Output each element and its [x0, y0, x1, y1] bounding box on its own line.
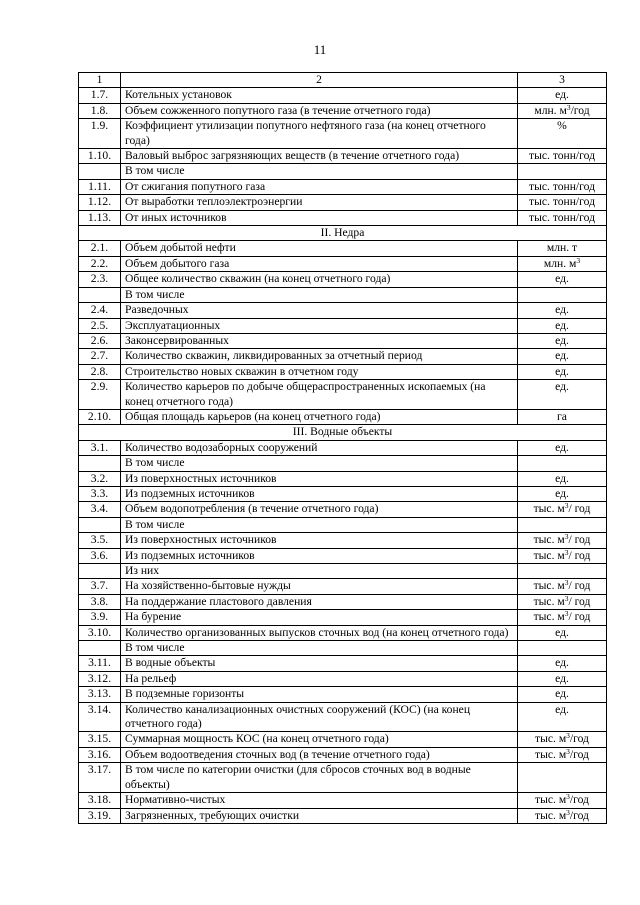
table-row — [79, 364, 607, 379]
unit-of-measure: ед. — [518, 364, 607, 379]
table-row — [79, 687, 607, 702]
unit-of-measure: млн. $м^3$ — [518, 256, 607, 271]
indicators-table — [78, 72, 607, 824]
row-number: 3.13. — [79, 687, 121, 702]
table-header-row — [79, 73, 607, 88]
unit-of-measure: ед. — [518, 702, 607, 732]
indicator-name: От сжигания попутного газа — [121, 179, 518, 194]
row-number: 2.2. — [79, 256, 121, 271]
indicator-name: В том числе по категории очистки (для сбросов сточных вод в водные объекты) — [121, 763, 518, 793]
unit-of-measure: тыс. $м^3/$ год — [518, 610, 607, 625]
table-row — [79, 440, 607, 455]
unit-of-measure: ед. — [518, 656, 607, 671]
row-number: 1.10. — [79, 149, 121, 164]
row-number: 2.3. — [79, 272, 121, 287]
table-row — [79, 671, 607, 686]
unit-of-measure — [518, 517, 607, 532]
table-row — [79, 517, 607, 532]
unit-of-measure: тыс. $м^3/$ год — [518, 594, 607, 609]
unit-of-measure: тыс. $м^3/$ год — [518, 548, 607, 563]
indicator-name: Законсервированных — [121, 333, 518, 348]
indicator-name: На поддержание пластового давления — [121, 594, 518, 609]
row-number: 1.12. — [79, 195, 121, 210]
row-number: 3.14. — [79, 702, 121, 732]
indicator-name: Количество канализационных очистных сооружений (КОС) (на конец отчетного года) — [121, 702, 518, 732]
row-number: 3.8. — [79, 594, 121, 609]
indicator-name: Разведочных — [121, 303, 518, 318]
row-number: 1.11. — [79, 179, 121, 194]
indicator-name: Объем водоотведения сточных вод (в течение отчетного года) — [121, 747, 518, 762]
table-row — [79, 656, 607, 671]
table-row — [79, 119, 607, 149]
table-row — [79, 380, 607, 410]
row-number: 3.15. — [79, 732, 121, 747]
unit-of-measure: ед. — [518, 625, 607, 640]
unit-of-measure — [518, 456, 607, 471]
unit-of-measure: млн. $м^3$/год — [518, 103, 607, 118]
indicator-name: В том числе — [121, 456, 518, 471]
table-row — [79, 471, 607, 486]
table-row — [79, 272, 607, 287]
section-row — [79, 226, 607, 241]
indicator-name: Из поверхностных источников — [121, 533, 518, 548]
unit-of-measure: ед. — [518, 380, 607, 410]
unit-of-measure: ед. — [518, 671, 607, 686]
row-number: 2.8. — [79, 364, 121, 379]
row-number — [79, 456, 121, 471]
table-row — [79, 548, 607, 563]
row-number — [79, 164, 121, 179]
indicator-name: Котельных установок — [121, 88, 518, 103]
table-row — [79, 610, 607, 625]
unit-of-measure: тыс. тонн/год — [518, 179, 607, 194]
row-number: 2.7. — [79, 349, 121, 364]
row-number: 3.3. — [79, 486, 121, 501]
unit-of-measure: ед. — [518, 318, 607, 333]
indicator-name: Общее количество скважин (на конец отчетного года) — [121, 272, 518, 287]
indicator-name: На рельеф — [121, 671, 518, 686]
table-row — [79, 502, 607, 517]
unit-of-measure: ед. — [518, 303, 607, 318]
indicator-name: На хозяйственно-бытовые нужды — [121, 579, 518, 594]
row-number: 3.4. — [79, 502, 121, 517]
indicator-name: Из них — [121, 564, 518, 579]
indicator-name: В том числе — [121, 517, 518, 532]
header-col-1: 1 — [79, 73, 121, 88]
unit-of-measure: ед. — [518, 471, 607, 486]
row-number — [79, 641, 121, 656]
table-row — [79, 456, 607, 471]
row-number: 3.10. — [79, 625, 121, 640]
row-number: 2.4. — [79, 303, 121, 318]
indicator-name: В том числе — [121, 287, 518, 302]
table-row — [79, 149, 607, 164]
table-row — [79, 318, 607, 333]
indicator-name: Общая площадь карьеров (на конец отчетного года) — [121, 409, 518, 424]
row-number: 2.10. — [79, 409, 121, 424]
row-number: 1.8. — [79, 103, 121, 118]
row-number — [79, 564, 121, 579]
row-number: 3.6. — [79, 548, 121, 563]
unit-of-measure: га — [518, 409, 607, 424]
unit-of-measure: ед. — [518, 687, 607, 702]
unit-of-measure — [518, 564, 607, 579]
indicator-name: Количество скважин, ликвидированных за отчетный период — [121, 349, 518, 364]
row-number: 2.1. — [79, 241, 121, 256]
row-number: 3.5. — [79, 533, 121, 548]
row-number: 1.13. — [79, 210, 121, 225]
unit-of-measure: млн. т — [518, 241, 607, 256]
table-row — [79, 179, 607, 194]
table-row — [79, 88, 607, 103]
row-number: 3.1. — [79, 440, 121, 455]
row-number: 3.9. — [79, 610, 121, 625]
table-row — [79, 641, 607, 656]
indicator-name: Суммарная мощность КОС (на конец отчетного года) — [121, 732, 518, 747]
table-row — [79, 486, 607, 501]
unit-of-measure: тыс. $м^3$/год — [518, 808, 607, 823]
unit-of-measure: тыс. тонн/год — [518, 149, 607, 164]
indicator-name: На бурение — [121, 610, 518, 625]
table-row — [79, 533, 607, 548]
unit-of-measure: ед. — [518, 272, 607, 287]
unit-of-measure — [518, 164, 607, 179]
header-col-3: 3 — [518, 73, 607, 88]
table-row — [79, 625, 607, 640]
row-number: 3.16. — [79, 747, 121, 762]
table-row — [79, 732, 607, 747]
table-row — [79, 195, 607, 210]
row-number: 3.19. — [79, 808, 121, 823]
unit-of-measure: ед. — [518, 440, 607, 455]
header-col-2: 2 — [121, 73, 518, 88]
table-row — [79, 287, 607, 302]
table-row — [79, 594, 607, 609]
unit-of-measure: ед. — [518, 486, 607, 501]
table-row — [79, 409, 607, 424]
indicator-name: Количество карьеров по добыче общераспространенных ископаемых (на конец отчетного года) — [121, 380, 518, 410]
indicator-name: В подземные горизонты — [121, 687, 518, 702]
table-row — [79, 333, 607, 348]
row-number: 3.18. — [79, 793, 121, 808]
row-number: 2.6. — [79, 333, 121, 348]
table-row — [79, 256, 607, 271]
indicator-name: Из поверхностных источников — [121, 471, 518, 486]
table-row — [79, 747, 607, 762]
row-number: 3.17. — [79, 763, 121, 793]
table-row — [79, 763, 607, 793]
indicator-name: Объем добытого газа — [121, 256, 518, 271]
unit-of-measure — [518, 763, 607, 793]
row-number — [79, 517, 121, 532]
row-number: 2.9. — [79, 380, 121, 410]
unit-of-measure: тыс. тонн/год — [518, 210, 607, 225]
unit-of-measure — [518, 287, 607, 302]
section-title: III. Водные объекты — [79, 425, 607, 440]
table-row — [79, 303, 607, 318]
indicator-name: Из подземных источников — [121, 486, 518, 501]
section-row — [79, 425, 607, 440]
table-row — [79, 241, 607, 256]
row-number: 1.7. — [79, 88, 121, 103]
table-row — [79, 579, 607, 594]
row-number: 3.2. — [79, 471, 121, 486]
table-row — [79, 808, 607, 823]
table-row — [79, 349, 607, 364]
indicator-name: Строительство новых скважин в отчетном году — [121, 364, 518, 379]
indicator-name: Количество организованных выпусков сточных вод (на конец отчетного года) — [121, 625, 518, 640]
indicator-name: Эксплуатационных — [121, 318, 518, 333]
indicator-name: Из подземных источников — [121, 548, 518, 563]
indicator-name: В водные объекты — [121, 656, 518, 671]
indicator-name: Нормативно-чистых — [121, 793, 518, 808]
unit-of-measure: % — [518, 119, 607, 149]
row-number: 3.12. — [79, 671, 121, 686]
table-row — [79, 103, 607, 118]
table-row — [79, 702, 607, 732]
indicator-name: Валовый выброс загрязняющих веществ (в течение отчетного года) — [121, 149, 518, 164]
table-row — [79, 210, 607, 225]
indicator-name: В том числе — [121, 641, 518, 656]
unit-of-measure — [518, 641, 607, 656]
row-number: 3.7. — [79, 579, 121, 594]
unit-of-measure: ед. — [518, 349, 607, 364]
unit-of-measure: тыс. $м^3/$ год — [518, 533, 607, 548]
indicator-name: В том числе — [121, 164, 518, 179]
indicator-name: Объем добытой нефти — [121, 241, 518, 256]
unit-of-measure: тыс. $м^3$/год — [518, 732, 607, 747]
row-number: 1.9. — [79, 119, 121, 149]
section-title: II. Недра — [79, 226, 607, 241]
indicator-name: Коэффициент утилизации попутного нефтяного газа (на конец отчетного года) — [121, 119, 518, 149]
unit-of-measure: тыс. $м^3$/год — [518, 747, 607, 762]
unit-of-measure: ед. — [518, 333, 607, 348]
unit-of-measure: тыс. $м^3/$ год — [518, 502, 607, 517]
indicator-name: Количество водозаборных сооружений — [121, 440, 518, 455]
table-row — [79, 564, 607, 579]
row-number: 2.5. — [79, 318, 121, 333]
indicator-name: От выработки теплоэлектроэнергии — [121, 195, 518, 210]
unit-of-measure: тыс. $м^3/$ год — [518, 579, 607, 594]
table-row — [79, 164, 607, 179]
indicator-name: От иных источников — [121, 210, 518, 225]
table-row — [79, 793, 607, 808]
row-number: 3.11. — [79, 656, 121, 671]
indicator-name: Загрязненных, требующих очистки — [121, 808, 518, 823]
indicator-name: Объем водопотребления (в течение отчетного года) — [121, 502, 518, 517]
unit-of-measure: тыс. тонн/год — [518, 195, 607, 210]
unit-of-measure: ед. — [518, 88, 607, 103]
indicator-name: Объем сожженного попутного газа (в течение отчетного года) — [121, 103, 518, 118]
unit-of-measure: тыс. $м^3$/год — [518, 793, 607, 808]
row-number — [79, 287, 121, 302]
page-number: 11 — [313, 42, 327, 57]
